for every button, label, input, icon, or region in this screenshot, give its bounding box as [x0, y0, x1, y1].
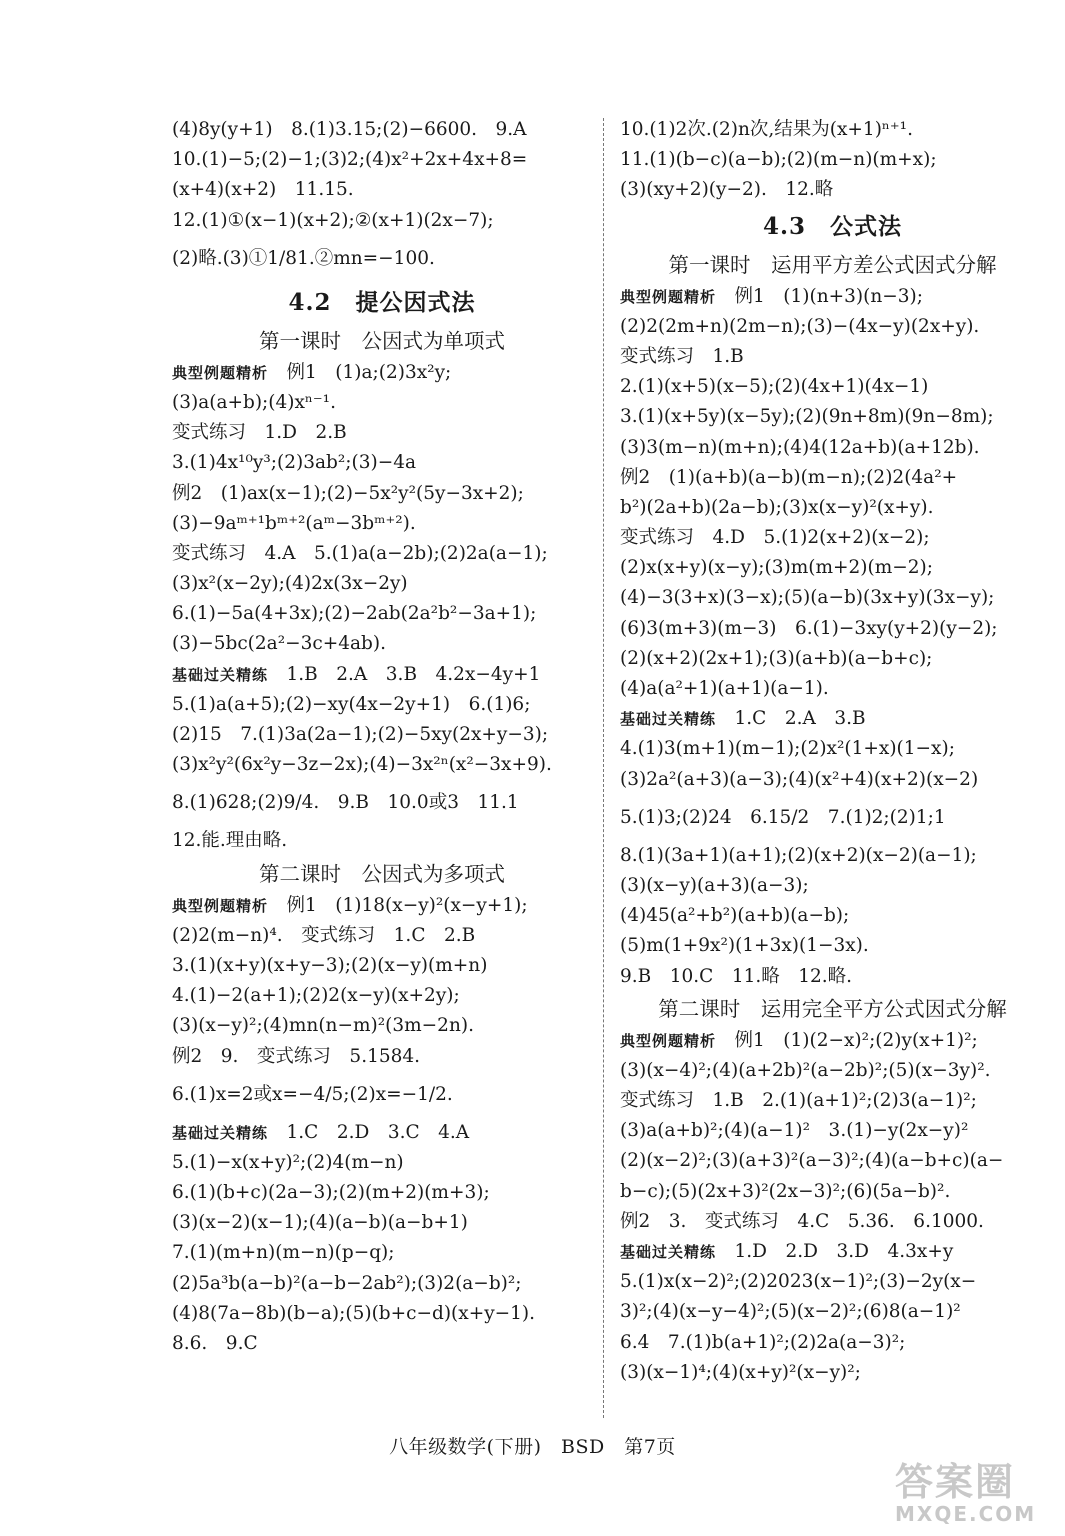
answer-line: [172, 891, 592, 921]
answer-line: 3.(1)4x¹⁰y³;(2)3ab²;(3)−4a: [172, 452, 416, 474]
answer-line: (3)2a²(a+3)(a−3);(4)(x²+4)(x+2)(x−2): [620, 768, 979, 790]
answer-line: (2)5a³b(a−b)²(a−b−2ab²);(3)2(a−b)²;: [172, 1272, 522, 1294]
answer-line: (3)x²y²(6x²y−3z−2x);(4)−3x²ⁿ(x²−3x+9).: [172, 754, 552, 776]
answer-line: 6.(1)(b+c)(2a−3);(2)(m+2)(m+3);: [172, 1182, 490, 1204]
answer-line: (4)8y(y+1) 8.(1)3.15;(2)−6600. 9.A: [172, 119, 527, 140]
answer-line: 5.(1)−x(x+y)²;(2)4(m−n): [172, 1151, 404, 1173]
answer-line: 变式练习 1.D 2.B: [172, 422, 347, 444]
page-footer: 八年级数学(下册) BSD 第7页: [389, 1436, 676, 1458]
exercise-tag: 典型例题精析: [620, 287, 717, 306]
answer-line: (2)2(m−n)⁴. 变式练习 1.C 2.B: [172, 924, 476, 946]
answer-line: 6.(1)x=2或x=−4/5;(2)x=−1/2.: [172, 1083, 453, 1105]
answer-line: (3)(xy+2)(y−2). 12.略: [620, 179, 834, 201]
watermark-url: MXQE.COM: [895, 1502, 1037, 1526]
answer-line: 4.(1)3(m+1)(m−1);(2)x²(1+x)(1−x);: [620, 738, 955, 760]
left-column: [172, 115, 592, 1359]
answer-text: 例1 (1)(2−x)²;(2)y(x+1)²;: [734, 1029, 978, 1051]
answer-line: 11.(1)(b−c)(a−b);(2)(m−n)(m+x);: [620, 149, 937, 171]
answer-line: 5.(1)a(a+5);(2)−xy(4x−2y+1) 6.(1)6;: [172, 693, 531, 715]
answer-line: (5)m(1+9x²)(1+3x)(1−3x).: [620, 935, 869, 957]
answer-line: b²)(2a+b)(2a−b);(3)x(x−y)²(x+y).: [620, 496, 934, 518]
answer-line: (4)−3(3+x)(3−x);(5)(a−b)(3x+y)(3x−y);: [620, 587, 995, 609]
answer-line: [172, 358, 592, 388]
answer-line: 变式练习 1.B: [620, 345, 744, 367]
answer-line: 3)²;(4)(x−y−4)²;(5)(x−2)²;(6)8(a−1)²: [620, 1301, 961, 1323]
answer-line: (3)3(m−n)(m+n);(4)4(12a+b)(a+12b).: [620, 436, 980, 458]
answer-line: (2)略.(3)①1/81.②mn=−100.: [172, 247, 435, 269]
answer-line: (4)a(a²+1)(a+1)(a−1).: [620, 678, 829, 699]
answer-line: 变式练习 4.D 5.(1)2(x+2)(x−2);: [620, 527, 930, 549]
answer-line: (6)3(m+3)(m−3) 6.(1)−3xy(y+2)(y−2);: [620, 617, 998, 639]
exercise-tag: 基础过关精练: [172, 1123, 269, 1142]
answer-line: (3)(x−2)(x−1);(4)(a−b)(a−b+1): [172, 1212, 468, 1234]
answer-line: (2)2(2m+n)(2m−n);(3)−(4x−y)(2x+y).: [620, 315, 980, 337]
answer-line: 5.(1)x(x−2)²;(2)2023(x−1)²;(3)−2y(x−: [620, 1271, 977, 1293]
answer-line: (2)(x−2)²;(3)(a+3)²(a−3)²;(4)(a−b+c)(a−: [620, 1150, 1004, 1172]
answer-line: 5.(1)3;(2)24 6.15/2 7.(1)2;(2)1;1: [620, 806, 946, 828]
answer-text: 例1 (1)a;(2)3x²y;: [286, 361, 452, 383]
answer-text: 例1 (1)(n+3)(n−3);: [734, 285, 923, 307]
answer-line: 7.(1)(m+n)(m−n)(p−q);: [172, 1242, 395, 1264]
answer-line: 例2 (1)ax(x−1);(2)−5x²y²(5y−3x+2);: [172, 482, 524, 504]
column-divider: [603, 118, 604, 1418]
answer-text: 1.C 2.D 3.C 4.A: [286, 1121, 470, 1143]
answer-line: 10.(1)2次.(2)n次,结果为(x+1)ⁿ⁺¹.: [620, 119, 913, 140]
answer-line: (2)15 7.(1)3a(2a−1);(2)−5xy(2x+y−3);: [172, 724, 549, 745]
answer-line: 12.(1)①(x−1)(x+2);②(x+1)(2x−7);: [172, 209, 494, 231]
lesson-heading: 第二课时 运用完全平方公式因式分解: [658, 996, 1007, 1021]
answer-line: 4.(1)−2(a+1);(2)2(x−y)(x+2y);: [172, 985, 460, 1007]
exercise-tag: 基础过关精练: [620, 710, 717, 729]
answer-text: 1.D 2.D 3.D 4.3x+y: [734, 1241, 954, 1262]
answer-line: (3)−5bc(2a²−3c+4ab).: [172, 633, 386, 655]
lesson-heading: 第一课时 公因式为单项式: [259, 328, 505, 353]
answer-line: 9.B 10.C 11.略 12.略.: [620, 965, 853, 987]
answer-line: 8.(1)(3a+1)(a+1);(2)(x+2)(x−2)(a−1);: [620, 844, 977, 866]
answer-line: 6.(1)−5a(4+3x);(2)−2ab(2a²b²−3a+1);: [172, 603, 537, 625]
answer-line: 变式练习 1.B 2.(1)(a+1)²;(2)3(a−1)²;: [620, 1090, 977, 1112]
answer-line: (x+4)(x+2) 11.15.: [172, 179, 354, 201]
answer-line: 8.6. 9.C: [172, 1333, 258, 1354]
answer-text: 例1 (1)18(x−y)²(x−y+1);: [286, 894, 528, 916]
answer-line: (2)x(x+y)(x−y);(3)m(m+2)(m−2);: [620, 557, 933, 579]
answer-line: 10.(1)−5;(2)−1;(3)2;(4)x²+2x+4x+8=: [172, 149, 528, 171]
watermark-title: 答案圈: [895, 1460, 1016, 1504]
answer-line: (3)x²(x−2y);(4)2x(3x−2y): [172, 573, 408, 595]
answer-line: (3)a(a+b)²;(4)(a−1)² 3.(1)−y(2x−y)²: [620, 1120, 969, 1142]
answer-line: [620, 704, 1045, 734]
exercise-tag: 典型例题精析: [172, 363, 269, 382]
exercise-tag: 典型例题精析: [620, 1031, 717, 1050]
answer-line: 例2 9. 变式练习 5.1584.: [172, 1045, 421, 1067]
answer-line: (3)a(a+b);(4)xⁿ⁻¹.: [172, 391, 336, 413]
answer-line: (3)(x−4)²;(4)(a+2b)²(a−2b)²;(5)(x−3y)².: [620, 1059, 991, 1081]
right-column: [620, 115, 1045, 1388]
section-heading: 4.3 公式法: [762, 212, 902, 240]
watermark-logo: [895, 1462, 1055, 1532]
answer-line: 3.(1)(x+y)(x+y−3);(2)(x−y)(m+n): [172, 954, 488, 976]
section-heading: 4.2 提公因式法: [288, 288, 476, 316]
exercise-tag: 基础过关精练: [620, 1243, 717, 1261]
answer-line: (3)−9aᵐ⁺¹bᵐ⁺²(aᵐ−3bᵐ⁺²).: [172, 512, 416, 534]
answer-text: 1.C 2.A 3.B: [734, 708, 866, 730]
answer-line: (3)(x−y)²;(4)mn(n−m)²(3m−2n).: [172, 1015, 474, 1037]
answer-line: 12.能.理由略.: [172, 830, 288, 852]
answer-line: (3)(x−y)(a+3)(a−3);: [620, 874, 809, 896]
answer-line: [620, 1237, 1045, 1267]
exercise-tag: 基础过关精练: [172, 665, 269, 684]
lesson-heading: 第一课时 运用平方差公式因式分解: [668, 252, 997, 277]
answer-line: b−c);(5)(2x+3)²(2x−3)²;(6)(5a−b)².: [620, 1180, 951, 1202]
answer-line: [172, 660, 592, 690]
answer-line: (4)8(7a−8b)(b−a);(5)(b+c−d)(x+y−1).: [172, 1302, 536, 1324]
answer-line: (2)(x+2)(2x+1);(3)(a+b)(a−b+c);: [620, 647, 933, 669]
answer-line: [172, 1118, 592, 1148]
answer-line: 例2 3. 变式练习 4.C 5.36. 6.1000.: [620, 1210, 984, 1232]
exercise-tag: 典型例题精析: [172, 896, 269, 915]
answer-text: 1.B 2.A 3.B 4.2x−4y+1: [286, 663, 541, 685]
answer-line: (4)45(a²+b²)(a+b)(a−b);: [620, 905, 850, 927]
answer-line: 6.4 7.(1)b(a+1)²;(2)2a(a−3)²;: [620, 1331, 906, 1353]
answer-line: (3)(x−1)⁴;(4)(x+y)²(x−y)²;: [620, 1361, 861, 1383]
answer-line: 3.(1)(x+5y)(x−5y);(2)(9n+8m)(9n−8m);: [620, 406, 994, 428]
answer-line: 8.(1)628;(2)9/4. 9.B 10.0或3 11.1: [172, 792, 519, 814]
answer-line: 变式练习 4.A 5.(1)a(a−2b);(2)2a(a−1);: [172, 542, 548, 564]
answer-line: 例2 (1)(a+b)(a−b)(m−n);(2)2(4a²+: [620, 466, 958, 488]
lesson-heading: 第二课时 公因式为多项式: [259, 861, 505, 886]
answer-line: 2.(1)(x+5)(x−5);(2)(4x+1)(4x−1): [620, 376, 929, 398]
answer-line: [620, 1026, 1045, 1056]
answer-line: [620, 282, 1045, 312]
